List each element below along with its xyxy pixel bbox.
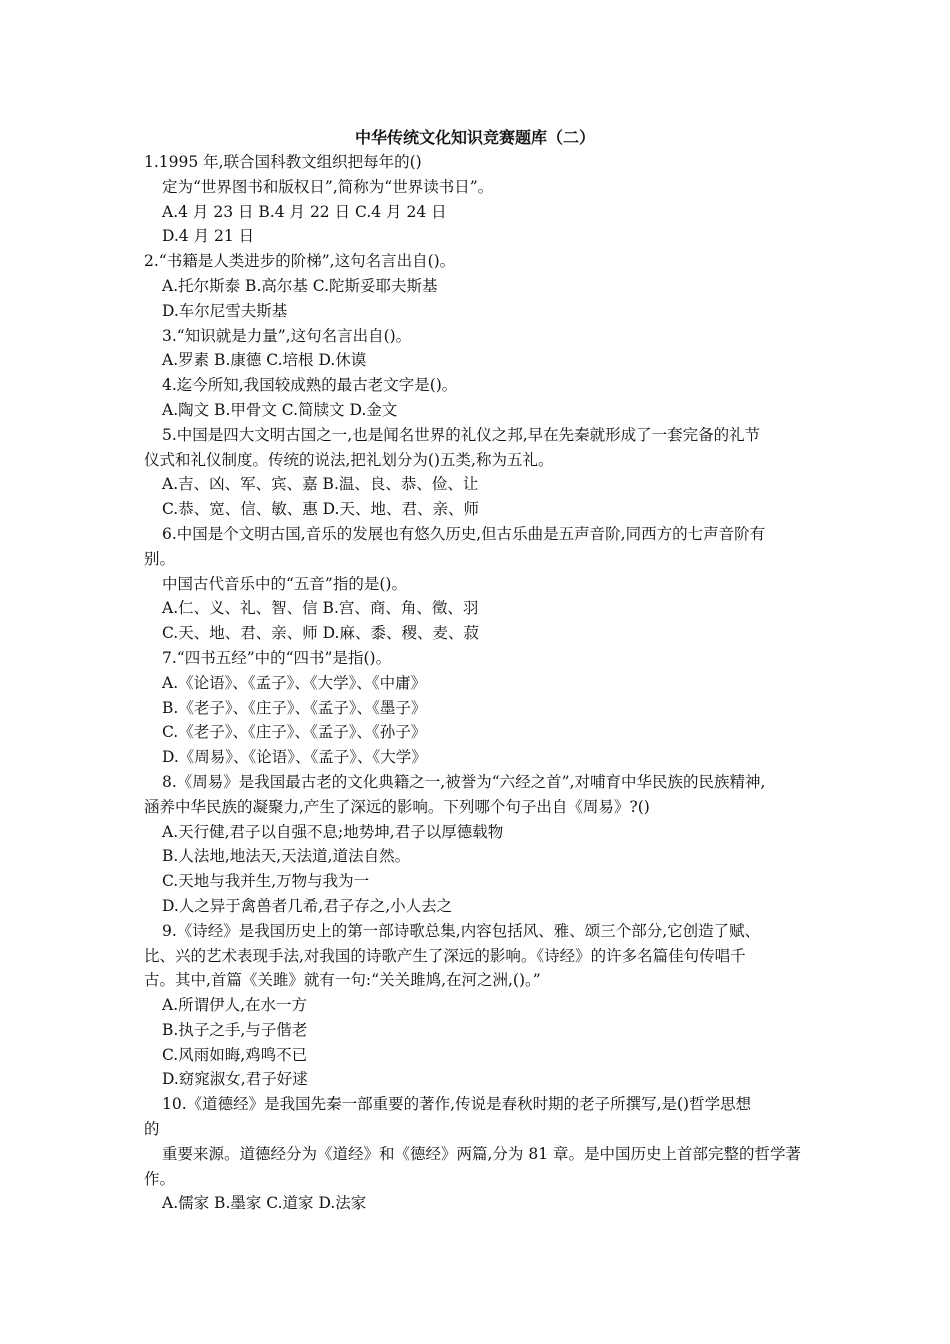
text-line: A.天行健,君子以自强不息;地势坤,君子以厚德载物 <box>162 822 504 841</box>
text-line: 别。 <box>144 549 176 568</box>
text-line: 5.中国是四大文明古国之一,也是闻名世界的礼仪之邦,早在先秦就形成了一套完备的礼节 <box>162 425 761 444</box>
text-line: B.人法地,地法天,天法道,道法自然。 <box>162 847 411 866</box>
text-line: 比、兴的艺术表现手法,对我国的诗歌产生了深远的影响。《诗经》的许多名篇佳句传唱千 <box>144 946 746 965</box>
text-line: A.《论语》、《孟子》、《大学》、《中庸》 <box>162 673 427 692</box>
text-line: 定为“世界图书和版权日”,简称为“世界读书日”。 <box>162 177 494 196</box>
text-line: B.执子之手,与子偕老 <box>162 1020 308 1039</box>
text-line: A.仁、义、礼、智、信 B.宫、商、角、徵、羽 <box>162 599 479 618</box>
text-line: 中国古代音乐中的“五音”指的是()。 <box>162 574 407 593</box>
text-line: C.天、地、君、亲、师 D.麻、黍、稷、麦、菽 <box>162 624 479 643</box>
text-line: D.《周易》、《论语》、《孟子》、《大学》 <box>162 748 427 767</box>
text-line: D.人之异于禽兽者几希,君子存之,小人去之 <box>162 896 453 915</box>
text-line: 9.《诗经》是我国历史上的第一部诗歌总集,内容包括风、雅、颂三个部分,它创造了赋、 <box>162 921 761 940</box>
text-line: A.罗素 B.康德 C.培根 D.休谟 <box>162 351 367 370</box>
text-line: 3.“知识就是力量”,这句名言出自()。 <box>162 326 412 345</box>
text-line: D.4 月 21 日 <box>162 227 255 246</box>
text-line: C.天地与我并生,万物与我为一 <box>162 872 370 891</box>
text-line: 2.“书籍是人类进步的阶梯”,这句名言出自()。 <box>144 252 456 271</box>
text-line: 古。其中,首篇《关雎》就有一句:“关关雎鸠,在河之洲,()。” <box>144 971 541 990</box>
text-line: 4.迄今所知,我国较成熟的最古老文字是()。 <box>162 376 458 395</box>
text-line: 1.1995 年,联合国科教文组织把每年的() <box>144 153 422 171</box>
document-body <box>144 150 812 1216</box>
text-line: A.所谓伊人,在水一方 <box>162 996 308 1015</box>
text-line: 涵养中华民族的凝聚力,产生了深远的影响。下列哪个句子出自《周易》?() <box>144 797 650 816</box>
text-line: 的 <box>144 1120 160 1139</box>
text-line: D.车尔尼雪夫斯基 <box>162 301 288 320</box>
text-line: 仪式和礼仪制度。传统的说法,把礼划分为()五类,称为五礼。 <box>144 450 554 469</box>
text-line: B.《老子》、《庄子》、《孟子》、《墨子》 <box>162 698 427 717</box>
text-line: A.吉、凶、军、宾、嘉 B.温、良、恭、俭、让 <box>162 475 479 494</box>
text-line: C.风雨如晦,鸡鸣不已 <box>162 1045 308 1064</box>
text-line: A.4 月 23 日 B.4 月 22 日 C.4 月 24 日 <box>162 202 447 221</box>
text-line: A.陶文 B.甲骨文 C.简牍文 D.金文 <box>162 400 398 419</box>
document-title: 中华传统文化知识竞赛题库（二） <box>354 128 595 147</box>
text-line: D.窈窕淑女,君子好逑 <box>162 1070 308 1089</box>
text-line: A.儒家 B.墨家 C.道家 D.法家 <box>162 1194 367 1213</box>
text-line: A.托尔斯泰 B.高尔基 C.陀斯妥耶夫斯基 <box>162 276 438 295</box>
text-line: 7.“四书五经”中的“四书”是指()。 <box>162 648 392 667</box>
text-line: 6.中国是个文明古国,音乐的发展也有悠久历史,但古乐曲是五声音阶,同西方的七声音阶有 <box>162 524 766 543</box>
text-line: C.恭、宽、信、敏、惠 D.天、地、君、亲、师 <box>162 500 479 519</box>
text-line: 8.《周易》是我国最古老的文化典籍之一,被誉为“六经之首”,对哺育中华民族的民族精神, <box>162 772 766 791</box>
text-line: 作。 <box>144 1169 176 1188</box>
text-line: 10.《道德经》是我国先秦一部重要的著作,传说是春秋时期的老子所撰写,是()哲学思想 <box>162 1095 752 1114</box>
text-line: C.《老子》、《庄子》、《孟子》、《孙子》 <box>162 723 427 742</box>
text-line: 重要来源。道德经分为《道经》和《德经》两篇,分为 81 章。是中国历史上首部完整的哲学著 <box>162 1144 802 1163</box>
